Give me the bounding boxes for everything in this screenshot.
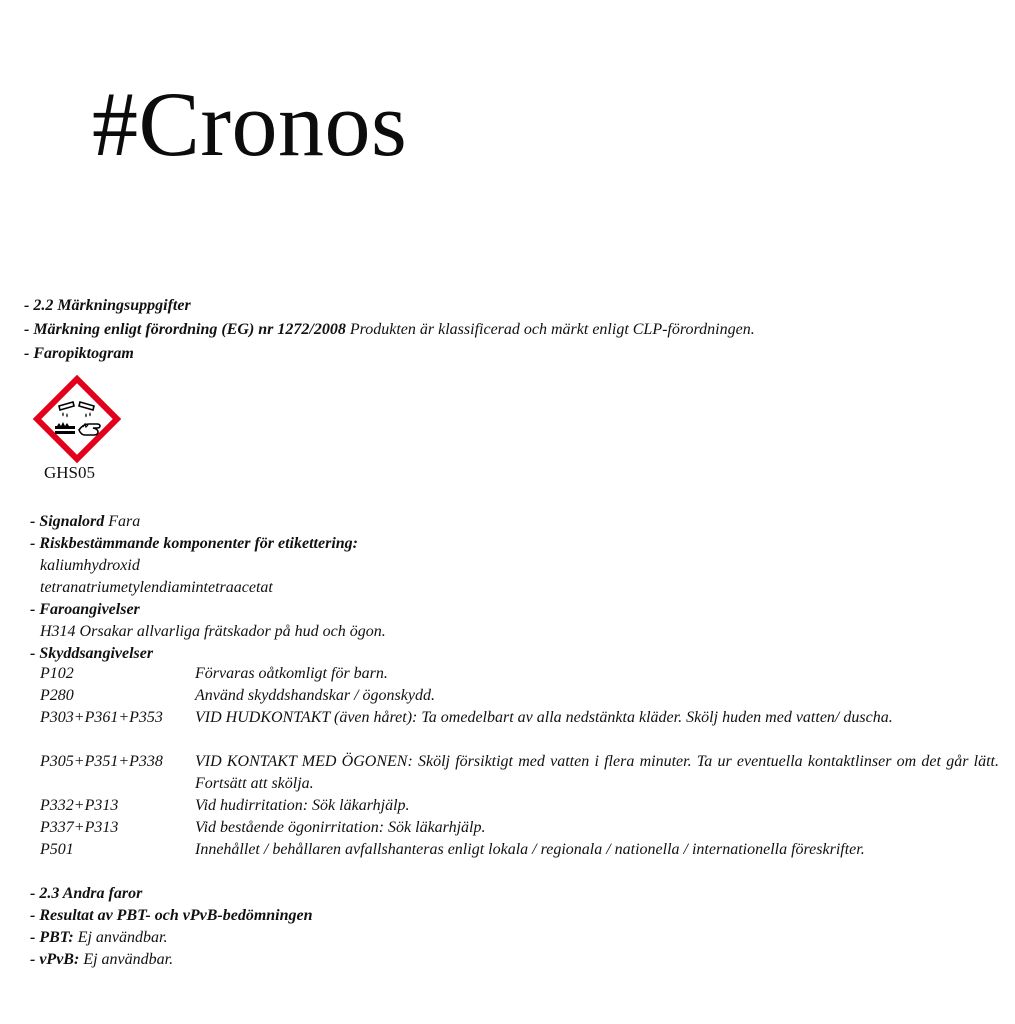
clp-label: - Märkning enligt förordning (EG) nr 1272/2008 xyxy=(24,321,346,338)
brand-logo-text: #Cronos xyxy=(92,73,408,175)
signal-line xyxy=(30,512,140,532)
pbt-label: - PBT: xyxy=(30,929,74,946)
precaution-code: P337+P313 xyxy=(40,819,119,836)
pbt-line xyxy=(30,928,167,948)
signal-label: - Signalord xyxy=(30,513,105,530)
vpvb-label: - vPvB: xyxy=(30,951,80,968)
pictogram-heading: - Faropiktogram xyxy=(24,345,134,362)
component-item: kaliumhydroxid xyxy=(40,557,140,574)
precaution-code: P102 xyxy=(40,665,74,682)
component-item: tetranatriumetylendiamintetraacetat xyxy=(40,579,273,596)
vpvb-line xyxy=(30,950,173,970)
hazard-statement: H314 Orsakar allvarliga frätskador på hud och ögon. xyxy=(40,623,386,640)
precaution-code: P303+P361+P353 xyxy=(40,709,163,726)
precaution-text: Vid hudirritation: Sök läkarhjälp. xyxy=(195,797,410,814)
precaution-text: VID KONTAKT MED ÖGONEN: Skölj försiktigt med vatten i flera minuter. Ta ur eventuella kontaktlinser om det går lätt. Fortsätt att skölja. xyxy=(195,753,999,792)
precaution-text: Använd skyddshandskar / ögonskydd. xyxy=(195,687,435,704)
precautions-heading: - Skyddsangivelser xyxy=(30,645,154,662)
precaution-text: Förvaras oåtkomligt för barn. xyxy=(195,665,388,682)
precaution-code: P332+P313 xyxy=(40,797,119,814)
hazard-heading: - Faroangivelser xyxy=(30,601,140,618)
clp-text: Produkten är klassificerad och märkt enligt CLP-förordningen. xyxy=(345,321,755,338)
precaution-text: VID HUDKONTAKT (även håret): Ta omedelbart av alla nedstänkta kläder. Skölj huden med vatten/ duscha. xyxy=(195,709,893,726)
pictogram-code: GHS05 xyxy=(44,463,96,482)
precaution-code: P305+P351+P338 xyxy=(40,753,163,770)
pbt-value: Ej användbar. xyxy=(73,929,168,946)
section-2-2-heading: - 2.2 Märkningsuppgifter xyxy=(24,297,191,314)
components-heading: - Riskbestämmande komponenter för etikettering: xyxy=(30,535,358,552)
precaution-text: Vid bestående ögonirritation: Sök läkarhjälp. xyxy=(195,819,486,836)
signal-value: Fara xyxy=(104,513,141,530)
vpvb-value: Ej användbar. xyxy=(79,951,174,968)
ghs05-corrosion-icon xyxy=(33,375,121,463)
section-2-3-heading: - 2.3 Andra faror xyxy=(30,885,143,902)
precaution-code: P280 xyxy=(40,687,74,704)
clp-line xyxy=(24,320,755,340)
precaution-text: Innehållet / behållaren avfallshanteras enligt lokala / regionala / nationella / internationella föreskrifter. xyxy=(195,841,865,858)
pbt-assessment-heading: - Resultat av PBT- och vPvB-bedömningen xyxy=(30,907,313,924)
precaution-code: P501 xyxy=(40,841,74,858)
